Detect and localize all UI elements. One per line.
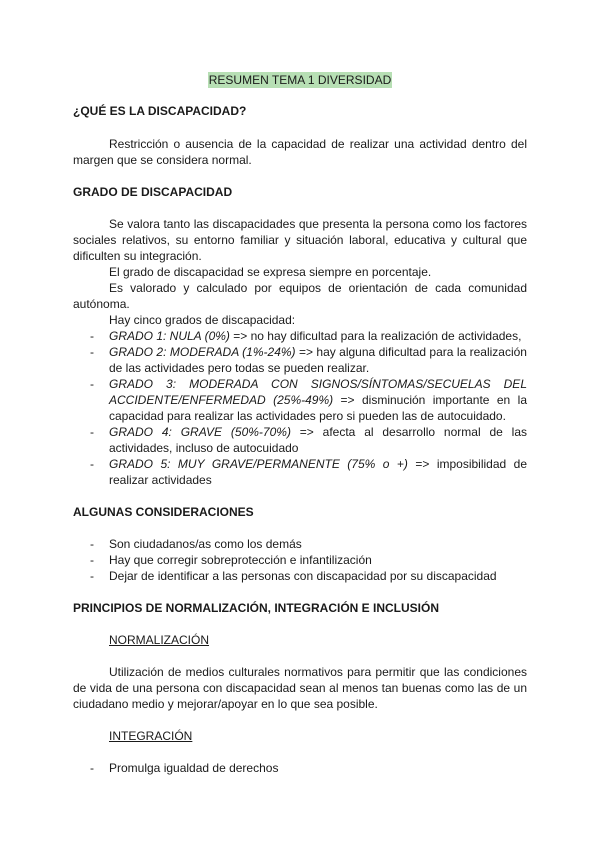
consideration-text: Son ciudadanos/as como los demás bbox=[109, 537, 302, 551]
grade-label: GRADO 1: NULA (0%) bbox=[109, 329, 230, 343]
grade-description: => afecta al desarrollo normal de las actividades, incluso de autocuidado bbox=[109, 425, 527, 455]
list-item bbox=[73, 376, 527, 424]
consideration-text: Dejar de identificar a las personas con discapacidad por su discapacidad bbox=[109, 569, 497, 583]
grade-label: GRADO 5: MUY GRAVE/PERMANENTE (75% o +) bbox=[109, 457, 408, 471]
grade-label: GRADO 3: MODERADA CON SIGNOS/SÍNTOMAS/SECUELAS DEL ACCIDENTE/ENFERMEDAD (25%-49%) bbox=[109, 377, 527, 407]
list-dash: - bbox=[90, 553, 94, 567]
consideration-text: Hay que corregir sobreprotección e infantilización bbox=[109, 553, 372, 567]
title-wrapper bbox=[0, 71, 600, 89]
grade-description: => imposibilidad de realizar actividades bbox=[109, 457, 528, 487]
list-item bbox=[73, 328, 527, 344]
grade-description: => hay alguna dificultad para la realización de las actividades pero todas se pueden realizar. bbox=[109, 345, 527, 375]
document-title: RESUMEN TEMA 1 DIVERSIDAD bbox=[208, 73, 392, 87]
subheading-integracion: INTEGRACIÓN bbox=[109, 729, 193, 743]
paragraph-normalizacion: Utilización de medios culturales normativos para permitir que las condiciones de vida de una persona con discapacidad sean al menos tan buenas como las de un ciudadano medio y mejorar/apoyar en lo que sea posible. bbox=[73, 665, 527, 711]
considerations-list bbox=[73, 536, 527, 584]
list-dash: - bbox=[90, 345, 94, 359]
paragraph-porcentaje: El grado de discapacidad se expresa siempre en porcentaje. bbox=[109, 265, 432, 279]
heading-grado-discapacidad: GRADO DE DISCAPACIDAD bbox=[73, 185, 233, 199]
grade-label: GRADO 2: MODERADA (1%-24%) bbox=[109, 345, 296, 359]
grade-description: => disminución importante en la capacidad para realizar las actividades pero si pueden las de autocuidado. bbox=[109, 393, 527, 423]
list-item bbox=[73, 760, 527, 776]
list-item bbox=[73, 344, 527, 376]
grades-list bbox=[73, 328, 527, 488]
integration-text: Promulga igualdad de derechos bbox=[109, 761, 279, 775]
integration-list bbox=[73, 760, 527, 776]
list-item bbox=[73, 568, 527, 584]
grade-label: GRADO 4: GRAVE (50%-70%) bbox=[109, 425, 291, 439]
list-item bbox=[73, 424, 527, 456]
list-dash: - bbox=[90, 377, 94, 391]
list-dash: - bbox=[90, 329, 94, 343]
paragraph-cinco-grados: Hay cinco grados de discapacidad: bbox=[109, 313, 296, 327]
heading-que-es-discapacidad: ¿QUÉ ES LA DISCAPACIDAD? bbox=[73, 104, 247, 118]
subheading-normalizacion: NORMALIZACIÓN bbox=[109, 633, 210, 647]
list-dash: - bbox=[90, 537, 94, 551]
heading-consideraciones: ALGUNAS CONSIDERACIONES bbox=[73, 505, 254, 519]
grade-description: => no hay dificultad para la realización de actividades, bbox=[229, 329, 522, 343]
list-dash: - bbox=[90, 425, 94, 439]
list-item bbox=[73, 552, 527, 568]
paragraph-valoracion: Se valora tanto las discapacidades que presenta la persona como los factores sociales relativos, su entorno familiar y situación laboral, educativa y cultural que dificulten su integración. bbox=[73, 217, 527, 263]
list-item bbox=[73, 536, 527, 552]
paragraph-definition: Restricción o ausencia de la capacidad de realizar una actividad dentro del margen que se considera normal. bbox=[73, 137, 527, 167]
list-dash: - bbox=[90, 457, 94, 471]
list-item bbox=[73, 456, 527, 488]
heading-principios: PRINCIPIOS DE NORMALIZACIÓN, INTEGRACIÓN E INCLUSIÓN bbox=[73, 601, 440, 615]
list-dash: - bbox=[90, 569, 94, 583]
paragraph-equipos: Es valorado y calculado por equipos de orientación de cada comunidad autónoma. bbox=[73, 281, 527, 311]
list-dash: - bbox=[90, 761, 94, 775]
